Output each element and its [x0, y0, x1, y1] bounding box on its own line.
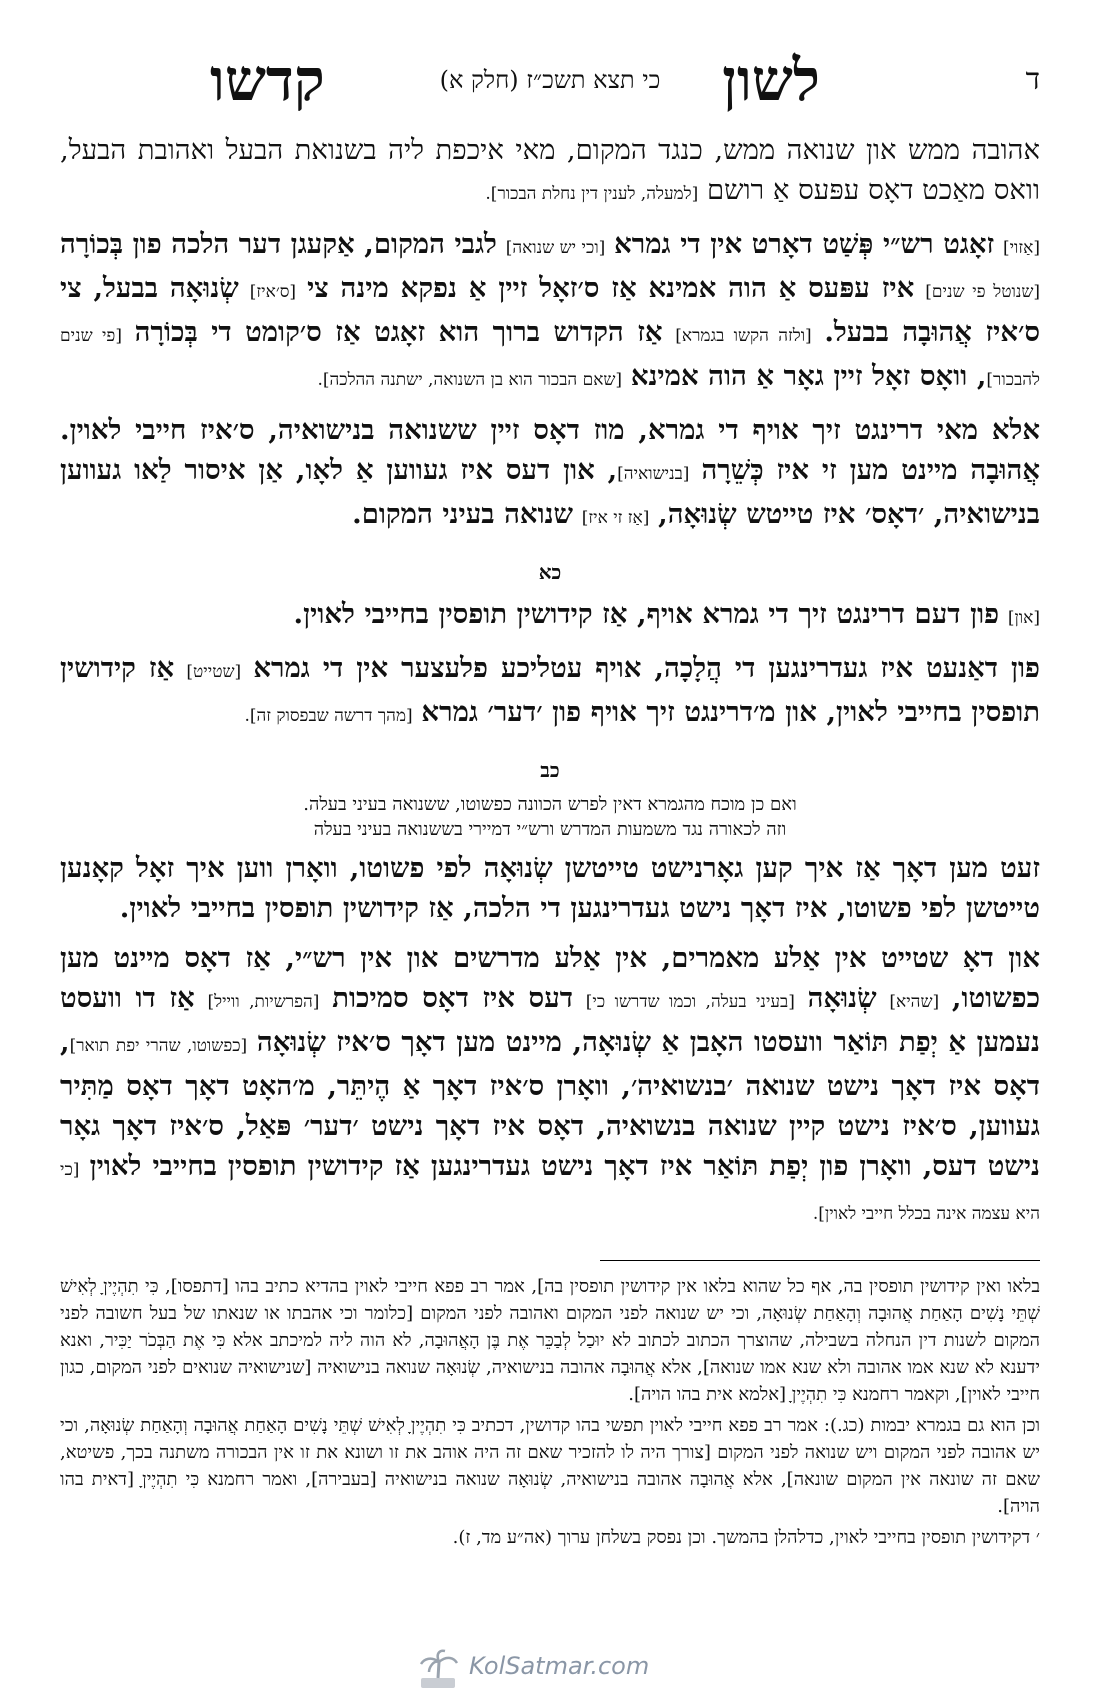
footnotes	[60, 1273, 1040, 1551]
document-page	[60, 40, 1040, 1555]
title-left-word: קדשו	[210, 46, 325, 114]
section-heading-ka: כא	[538, 560, 562, 584]
page-header	[60, 40, 1040, 122]
footnote-3: ׳ דקידושין תופסין בחייבי לאוין, כדלהלן בהמשך. וכן נפסק בשלחן ערוך (אה״ע מד, ז).	[452, 1527, 1040, 1548]
main-text	[60, 130, 1040, 1234]
section-heading-kb: כב	[540, 758, 560, 782]
paragraph-7: און דאָ שטייט אין אַלע מאמרים, אין אַלע מדרשים און אין רש״י, אַז דאָס מיינט מען כפשוטו, [שהיא] שְׂנוּאָה [בעיני בעלה, וכמו שדרשו כי] דעס איז דאָס סמיכות [הפרשיות, ווייל] אַז דו וועסט נעמען אַ יְפַת תּוֹאַר וועסטו האָבן אַ שְׂנוּאָה, מיינט מען דאָך ס׳איז שְׂנוּאָה [כפשוטו, שהרי יפת תואר], דאָס איז דאָך נישט שנואה ׳בנשואיה׳, וואָרן ס׳איז דאָך אַ הֶיתֵּר, מ׳האָט דאָך דאָס מַתִּיר געווען, ס׳איז נישט קיין שנואה בנשואיה, דאָס איז דאָך נישט ׳דער׳ פּאַל, ס׳איז דאָך גאָר נישט דעס, וואָרן פון יְפַת תּוֹאַר איז דאָך נישט געדרינגען אַז קידושין תופסין בחייבי לאוין [כי היא עצמה אינה בכלל חייבי לאוין].	[60, 942, 1041, 1224]
section-summary-line-2: וזה לכאורה נגד משמעות המדרש ורש״י דמיירי בששנואה בעיני בעלה	[313, 819, 787, 840]
paragraph-2: [אַזוי] זאָגט רש״י פְּשַׁט דאָרט אין די גמרא [וכי יש שנואה] לגבי המקום, אַקעגן דער הלכה פון בְּכוֹרָה [שנוטל פי שנים] איז עפּעס אַ הוה אמינא אַז ס׳זאָל זיין אַ נפקא מינה צי [ס׳איז] שְׂנוּאָה בבעל, צי ס׳איז אֲהוּבָה בבעל. [ולזה הקשו בגמרא] אַז הקדוש ברוך הוא זאָגט אַז ס׳קומט די בְּכוֹרָה [פי שנים להבכור], וואָס זאָל זיין גאָר אַ הוה אמינא [שאם הבכור הוא בן השנואה, ישתנה ההלכה].	[60, 228, 1041, 392]
paragraph-1: אהובה ממש און שנואה ממש, כנגד המקום, מאי איכפת ליה בשנואת הבעל ואהובת הבעל, וואס מאַכט דאָס עפּעס אַ רושם [למעלה, לענין דין נחלת הבכור].	[60, 134, 1040, 206]
title-right-word: לשון	[722, 46, 820, 114]
paragraph-6: זעט מען דאָך אַז איך קען גאָרנישט טייטשן שְׂנוּאָה לפי פשוטו, וואָרן ווען איך זאָל קאָנען טייטשן לפי פשוטו, איז דאָך נישט געדרינגען די הלכה, אַז קידושין תופסין בחייבי לאוין.	[60, 852, 1040, 924]
kolsatmar-logo	[415, 1646, 655, 1692]
paragraph-4: [און] פון דעם דרינגט זיך די גמרא אויף, אַז קידושין תופסין בחייבי לאוין.	[293, 598, 1040, 630]
header-subtitle: כי תצא תשכ״ז (חלק א)	[439, 66, 661, 94]
footnote-divider	[600, 1260, 1040, 1261]
footnote-2: וכן הוא גם בגמרא יבמות (כג.): אמר רב פפא חייבי לאוין תפשי בהו קדושין, דכתיב כִּי תִהְיֶיןָ לְאִישׁ שְׁתֵּי נָשִׁים הָאַחַת אֲהוּבָה וְהָאַחַת שְׂנוּאָה, וכי יש אהובה לפני המקום ויש שנואה לפני המקום [צורך היה לו להזכיר שאם זה היה אוהב את זו ושונא את זו אין הבכורה משתנה בכך, פשיטא, שאם זה שונאה אין המקום שונאה], אלא אֲהוּבָה אהובה בנישואיה, שְׂנוּאָה שנואה בנישואיה [בעבירה], ואמר רחמנא כִּי תִהְיֶיןָ [דאית בהו הויה].	[60, 1415, 1040, 1517]
logo-text: KolSatmar.com	[469, 1652, 650, 1680]
paragraph-3: אלא מאי דרינגט זיך אויף די גמרא, מוז דאָס זיין ששנואה בנישואיה, ס׳איז חייבי לאוין. אֲהוּבָה מיינט מען זי איז כְּשֵׁרָה [בנישואיה], און דעס איז געווען אַ לאָו, אַן איסור לַאו געווען בנישואיה, ׳דאָס׳ איז טייטש שְׂנוּאָה, [אַז זי איז] שנואה בעיני המקום.	[60, 414, 1040, 530]
page-number: ד	[1025, 62, 1040, 97]
paragraph-5: פון דאַנעט איז געדרינגען די הֲלָכָה, אויף עטליכע פלעצער אין די גמרא [שטייט] אַז קידושין תופסין בחייבי לאוין, און מ׳דרינגט זיך אויף פון ׳דער׳ גמרא [מהך דרשה שבפסוק זה].	[60, 652, 1041, 728]
palm-tree-icon	[415, 1648, 461, 1690]
section-summary-line-1: ואם כן מוכח מהגמרא דאין לפרש הכוונה כפשוטו, ששנואה בעיני בעלה.	[303, 794, 797, 815]
footnote-1: בלאו ואין קידושין תופסין בה, אף כל שהוא בלאו אין קידושין תופסין בה], אמר רב פפא חייבי לאוין בהדיא כתיב בהו [דתפסו], כִּי תִהְיֶיןָ לְאִישׁ שְׁתֵּי נָשִׁים הָאַחַת אֲהוּבָה וְהָאַחַת שְׂנוּאָה, וכי יש שנואה לפני המקום ואהובה לפני המקום [כלומר וכי אהבתו או שנאתו של בעל חשובה לפני המקום לשנות דין הנחלה בשבילה, שהוצרך הכתוב לכתוב לא יוּכַל לְבַכֵּר אֶת בֶּן הָאֲהוּבָה, לא הוה ליה למיכתב אלא כִּי אֶת הַבְּכֹר יַכִּיר, ואנא ידענא לא שנא אמו אהובה ולא שנא אמו שנואה], אלא אֲהוּבָה אהובה בנישואיה, שְׂנוּאָה שנואה בנישואיה [שנישואיה שנואים לפני המקום, כגון חייבי לאוין], וקאמר רחמנא כִּי תִהְיֶיןָ [אלמא אית בהו הויה].	[60, 1276, 1041, 1405]
